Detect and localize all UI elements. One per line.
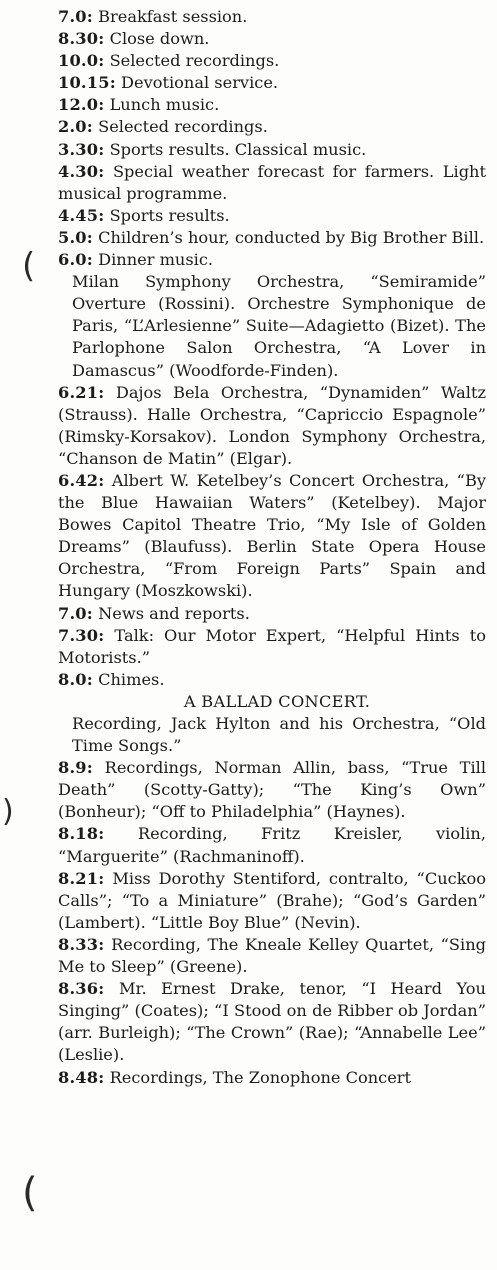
entry-text: Miss Dorothy Stentiford, contralto, “Cuckoo Calls”; “To a Miniature” (Brahe); “God’s Garden” (Lambert). “Little Boy Blue” (Nevin).	[58, 868, 486, 932]
entry-time: 7.30:	[58, 625, 105, 645]
programme-entry	[58, 625, 486, 669]
entry-time: 12.0:	[58, 95, 105, 115]
programme-entry	[58, 205, 486, 227]
programme-entry	[58, 978, 486, 1066]
entry-text: Devotional service.	[121, 73, 279, 93]
entry-time: 3.30:	[58, 139, 105, 159]
entry-text: Talk: Our Motor Expert, “Helpful Hints to Motorists.”	[58, 625, 486, 667]
entry-time: 4.45:	[58, 205, 105, 225]
entry-text: Recording, Fritz Kreisler, violin, “Marguerite” (Rachmaninoff).	[58, 824, 486, 866]
programme-entry	[58, 382, 486, 470]
entry-text: Sports results.	[109, 205, 230, 225]
entry-time: 8.36:	[58, 979, 105, 999]
entry-text: Close down.	[109, 29, 210, 49]
margin-bracket-mark: (	[22, 1170, 38, 1216]
entry-text: Selected recordings.	[98, 117, 268, 137]
entry-text: Mr. Ernest Drake, tenor, “I Heard You Singing” (Coates); “I Stood on de Ribber ob Jordan” (arr. Burleigh); “The Crown” (Rae); “Annabelle Lee” (Leslie).	[58, 979, 486, 1065]
entry-time: 4.30:	[58, 161, 105, 181]
entry-text: Albert W. Ketelbey’s Concert Orchestra, “By the Blue Hawaiian Waters” (Ketelbey). Major Bowes Capitol Theatre Trio, “My Isle of Golden Dreams” (Blaufuss). Berlin State Opera House Orchestra, “From Foreign Parts” Spain and Hungary (Moszkowski).	[58, 470, 486, 601]
entry-text: Recordings, The Zonophone Concert	[109, 1067, 412, 1087]
entry-text: Children’s hour, conducted by Big Brother Bill.	[98, 227, 485, 247]
programme-entry	[58, 227, 486, 249]
programme-entry	[58, 249, 486, 271]
entry-text: Recordings, Norman Allin, bass, “True Till Death” (Scotty-Gatty); “The King’s Own” (Bonheur); “Off to Philadelphia” (Haynes).	[58, 758, 486, 822]
programme-entry	[58, 28, 486, 50]
programme-entry	[58, 669, 486, 691]
entry-time: 8.0:	[58, 669, 93, 689]
programme-entry	[58, 139, 486, 161]
entry-text: Breakfast session.	[98, 7, 248, 26]
entry-text: Special weather forecast for farmers. Light musical programme.	[58, 161, 486, 203]
ballad-intro: Recording, Jack Hylton and his Orchestra, “Old Time Songs.”	[72, 714, 486, 756]
margin-bracket-mark: )	[2, 794, 14, 829]
programme-entry	[58, 94, 486, 116]
programme-entry	[58, 934, 486, 978]
entry-time: 7.0:	[58, 603, 93, 623]
entry-time: 8.18:	[58, 824, 105, 844]
programme-entry	[58, 1067, 486, 1089]
entry-time: 10.0:	[58, 51, 105, 71]
programme-entry	[58, 603, 486, 625]
entry-time: 6.42:	[58, 470, 105, 490]
entry-text: Recording, The Kneale Kelley Quartet, “Sing Me to Sleep” (Greene).	[58, 934, 486, 977]
entry-time: 8.9:	[58, 758, 93, 778]
entry-time: 10.15:	[58, 73, 116, 93]
entry-text: News and reports.	[98, 603, 250, 623]
entry-time: 8.21:	[58, 868, 105, 888]
dinner-music-details: Milan Symphony Orchestra, “Semiramide” Overture (Rossini). Orchestre Symphonique de Paris, “L’Arlesienne” Suite—Adagietto (Bizet). The Parlophone Salon Orchestra, “A Lover in Damascus” (Woodforde-Finden).	[72, 272, 486, 380]
programme-entry	[58, 72, 486, 94]
entry-time: 8.48:	[58, 1067, 105, 1087]
entry-time: 8.30:	[58, 29, 105, 49]
entry-text: Dinner music.	[98, 250, 214, 270]
entry-time: 6.0:	[58, 250, 93, 270]
entry-time: 5.0:	[58, 227, 93, 247]
programme-entry	[58, 823, 486, 867]
entry-time: 8.33:	[58, 934, 105, 954]
programme-entry	[58, 161, 486, 205]
entry-text: Chimes.	[98, 669, 165, 689]
ballad-concert-heading: A BALLAD CONCERT.	[183, 691, 371, 711]
entry-time: 2.0:	[58, 117, 93, 137]
margin-bracket-mark: (	[22, 246, 36, 286]
entry-text: Lunch music.	[109, 95, 220, 115]
radio-programme-column	[58, 6, 486, 1089]
programme-entry	[58, 50, 486, 72]
entry-text: Dajos Bela Orchestra, “Dynamiden” Waltz (Strauss). Halle Orchestra, “Capriccio Espagnole” (Rimsky-Korsakov). London Symphony Orchestra, “Chanson de Matin” (Elgar).	[58, 382, 486, 468]
entry-time: 7.0:	[58, 7, 93, 26]
programme-entry	[58, 6, 486, 28]
entry-text: Selected recordings.	[109, 51, 280, 71]
programme-entry	[58, 116, 486, 138]
programme-entry	[58, 757, 486, 823]
entry-text: Sports results. Classical music.	[109, 139, 367, 159]
programme-entry	[58, 868, 486, 934]
entry-time: 6.21:	[58, 382, 105, 402]
programme-entry	[58, 470, 486, 603]
